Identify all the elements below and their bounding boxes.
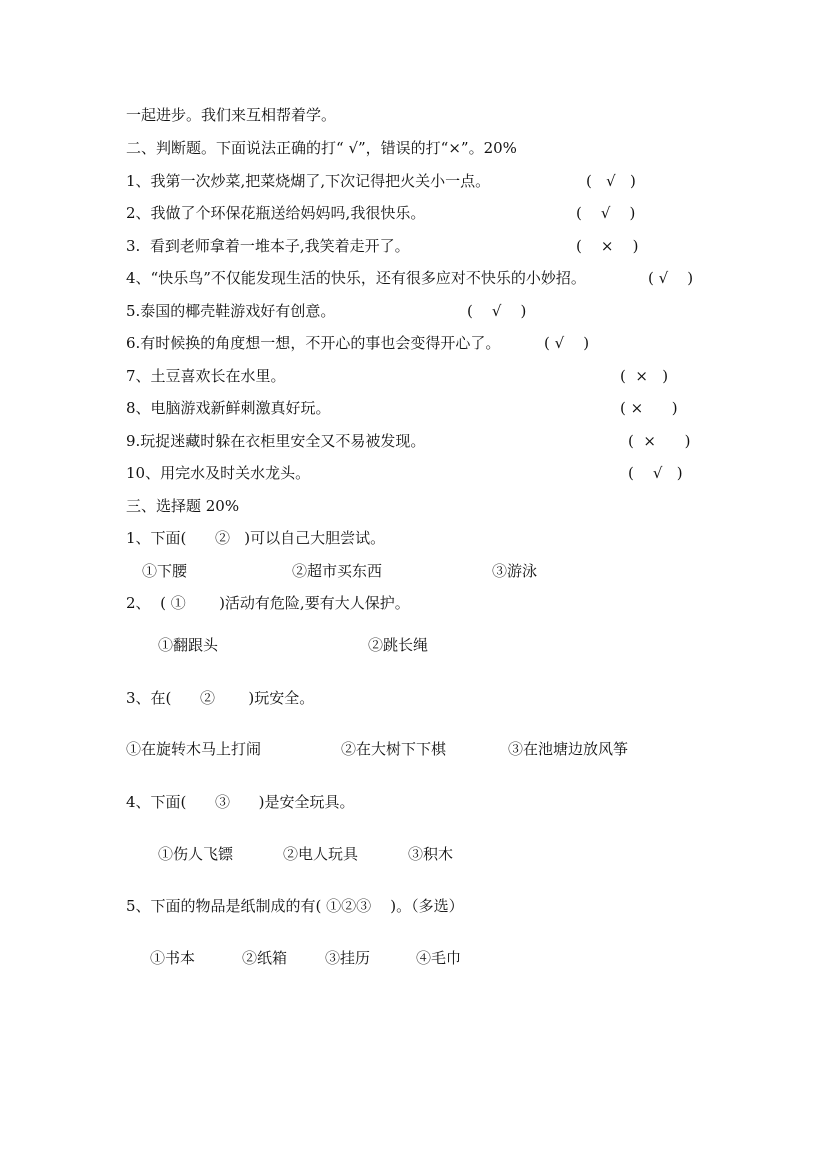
- judge-item-8: 8、电脑游戏新鲜刺激真好玩。: [126, 399, 331, 417]
- choice-q2-option-1: ①翻跟头: [158, 636, 219, 654]
- judge-answer-9: ( × ): [628, 432, 691, 450]
- judge-item-4: 4、“快乐鸟”不仅能发现生活的快乐，还有很多应对不快乐的小妙招。: [126, 269, 586, 287]
- choice-q5-option-1: ①书本: [150, 949, 196, 967]
- choice-q2: 2、 ( ① )活动有危险,要有大人保护。: [126, 594, 410, 612]
- judge-answer-5: ( √ ): [467, 302, 527, 320]
- choice-q4-option-2: ②电人玩具: [283, 845, 359, 863]
- choice-q1-option-3: ③游泳: [492, 562, 538, 580]
- judge-item-2: 2、我做了个环保花瓶送给妈妈吗,我很快乐。: [126, 204, 426, 222]
- choice-q1-option-1: ①下腰: [142, 562, 188, 580]
- judge-item-7: 7、土豆喜欢长在水里。: [126, 367, 286, 385]
- choice-q5: 5、下面的物品是纸制成的有( ①②③ )。（多选）: [126, 897, 464, 915]
- judge-answer-1: ( √ ): [586, 172, 636, 190]
- choice-q3: 3、在( ② )玩安全。: [126, 689, 315, 707]
- judge-answer-4: ( √ ): [648, 269, 694, 287]
- section3-heading: 三、选择题 20%: [126, 497, 240, 515]
- choice-q5-option-3: ③挂历: [325, 949, 371, 967]
- choice-q4-option-1: ①伤人飞镖: [158, 845, 234, 863]
- judge-item-6: 6.有时候换的角度想一想，不开心的事也会变得开心了。: [126, 334, 501, 352]
- choice-q5-option-4: ④毛巾: [416, 949, 462, 967]
- choice-q4: 4、下面( ③ )是安全玩具。: [126, 793, 355, 811]
- judge-answer-7: ( × ): [620, 367, 669, 385]
- choice-q1-option-2: ②超市买东西: [292, 562, 383, 580]
- choice-q4-option-3: ③积木: [408, 845, 454, 863]
- choice-q3-option-3: ③在池塘边放风筝: [508, 740, 629, 758]
- choice-q1: 1、下面( ② )可以自己大胆尝试。: [126, 529, 386, 547]
- intro-tail-text: 一起进步。我们来互相帮着学。: [126, 106, 337, 124]
- judge-answer-10: ( √ ): [628, 464, 683, 482]
- judge-answer-3: ( × ): [576, 237, 639, 255]
- judge-item-10: 10、用完水及时关水龙头。: [126, 464, 311, 482]
- judge-item-5: 5.泰国的椰壳鞋游戏好有创意。: [126, 302, 336, 320]
- judge-answer-2: ( √ ): [576, 204, 636, 222]
- choice-q5-option-2: ②纸箱: [242, 949, 288, 967]
- choice-q3-option-1: ①在旋转木马上打闹: [126, 740, 262, 758]
- judge-item-9: 9.玩捉迷藏时躲在衣柜里安全又不易被发现。: [126, 432, 426, 450]
- judge-answer-6: ( √ ): [544, 334, 590, 352]
- judge-answer-8: ( × ): [620, 399, 678, 417]
- section2-heading: 二、判断题。下面说法正确的打“ √”，错误的打“×”。20%: [126, 139, 517, 157]
- judge-item-3: 3. 看到老师拿着一堆本子,我笑着走开了。: [126, 237, 410, 255]
- choice-q2-option-2: ②跳长绳: [368, 636, 429, 654]
- judge-item-1: 1、我第一次炒菜,把菜烧煳了,下次记得把火关小一点。: [126, 172, 491, 190]
- choice-q3-option-2: ②在大树下下棋: [341, 740, 447, 758]
